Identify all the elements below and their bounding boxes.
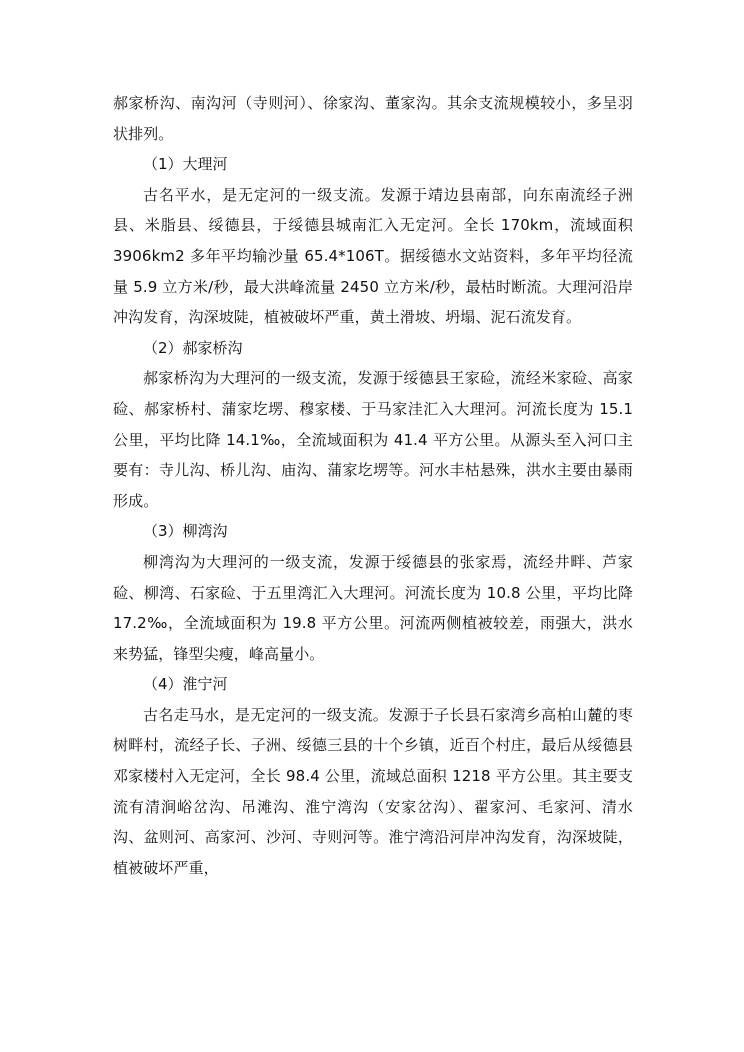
paragraph-liuwan: 柳湾沟为大理河的一级支流，发源于绥德县的张家焉，流经井畔、芦家硷、柳湾、石家硷、于五里湾汇入大理河。河流长度为 10.8 公里，平均比降 17.2‰，全流域面积为 19.8 平方公里。河流两侧植被较差，雨强大，洪水来势猛，锋型尖瘦，峰高量小。 [113, 552, 633, 663]
paragraph-intro: 郝家桥沟、南沟河（寺则河）、徐家沟、董家沟。其余支流规模较小，多呈羽状排列。 [113, 94, 633, 143]
paragraph-huaining: 古名走马水，是无定河的一级支流。发源于子长县石家湾乡高柏山麓的枣树畔村，流经子长、子洲、绥德三县的十个乡镇，近百个村庄，最后从绥德县邓家楼村入无定河，全长 98.4 公里，流域总面积 1218 平方公里。其主要支流有清涧峪岔沟、吊滩沟、淮宁湾沟（安家岔沟）、翟家河、毛家河、清水沟、盆则河、高家河、沙河、寺则河等。淮宁湾沿河岸冲沟发育，沟深坡陡，植被破坏严重， [113, 705, 633, 877]
heading-huaining: （4）淮宁河 [143, 675, 228, 694]
heading-liuwan: （3）柳湾沟 [143, 522, 228, 541]
heading-haojiaqiao: （2）郝家桥沟 [143, 338, 243, 357]
heading-daliriver: （1）大理河 [143, 155, 228, 174]
paragraph-haojiaqiao: 郝家桥沟为大理河的一级支流，发源于绥德县王家硷，流经米家硷、高家硷、郝家桥村、蒲家圪塄、穆家楼、于马家洼汇入大理河。河流长度为 15.1 公里，平均比降 14.1‰，全流域面积为 41.4 平方公里。从源头至入河口主要有：寺儿沟、桥儿沟、庙沟、蒲家圪塄等。河水丰枯悬殊，洪水主要由暴雨形成。 [113, 369, 633, 510]
document-body [113, 88, 633, 883]
paragraph-daliriver: 古名平水，是无定河的一级支流。发源于靖边县南部，向东南流经子洲县、米脂县、绥德县，于绥德县城南汇入无定河。全长 170km，流域面积 3906km2 多年平均输沙量 65.4*106T。据绥德水文站资料，多年平均径流量 5.9 立方米/秒，最大洪峰流量 2450 立方米/秒，最枯时断流。大理河沿岸冲沟发育，沟深坡陡，植被破坏严重，黄土滑坡、坍塌、泥石流发育。 [113, 185, 633, 327]
